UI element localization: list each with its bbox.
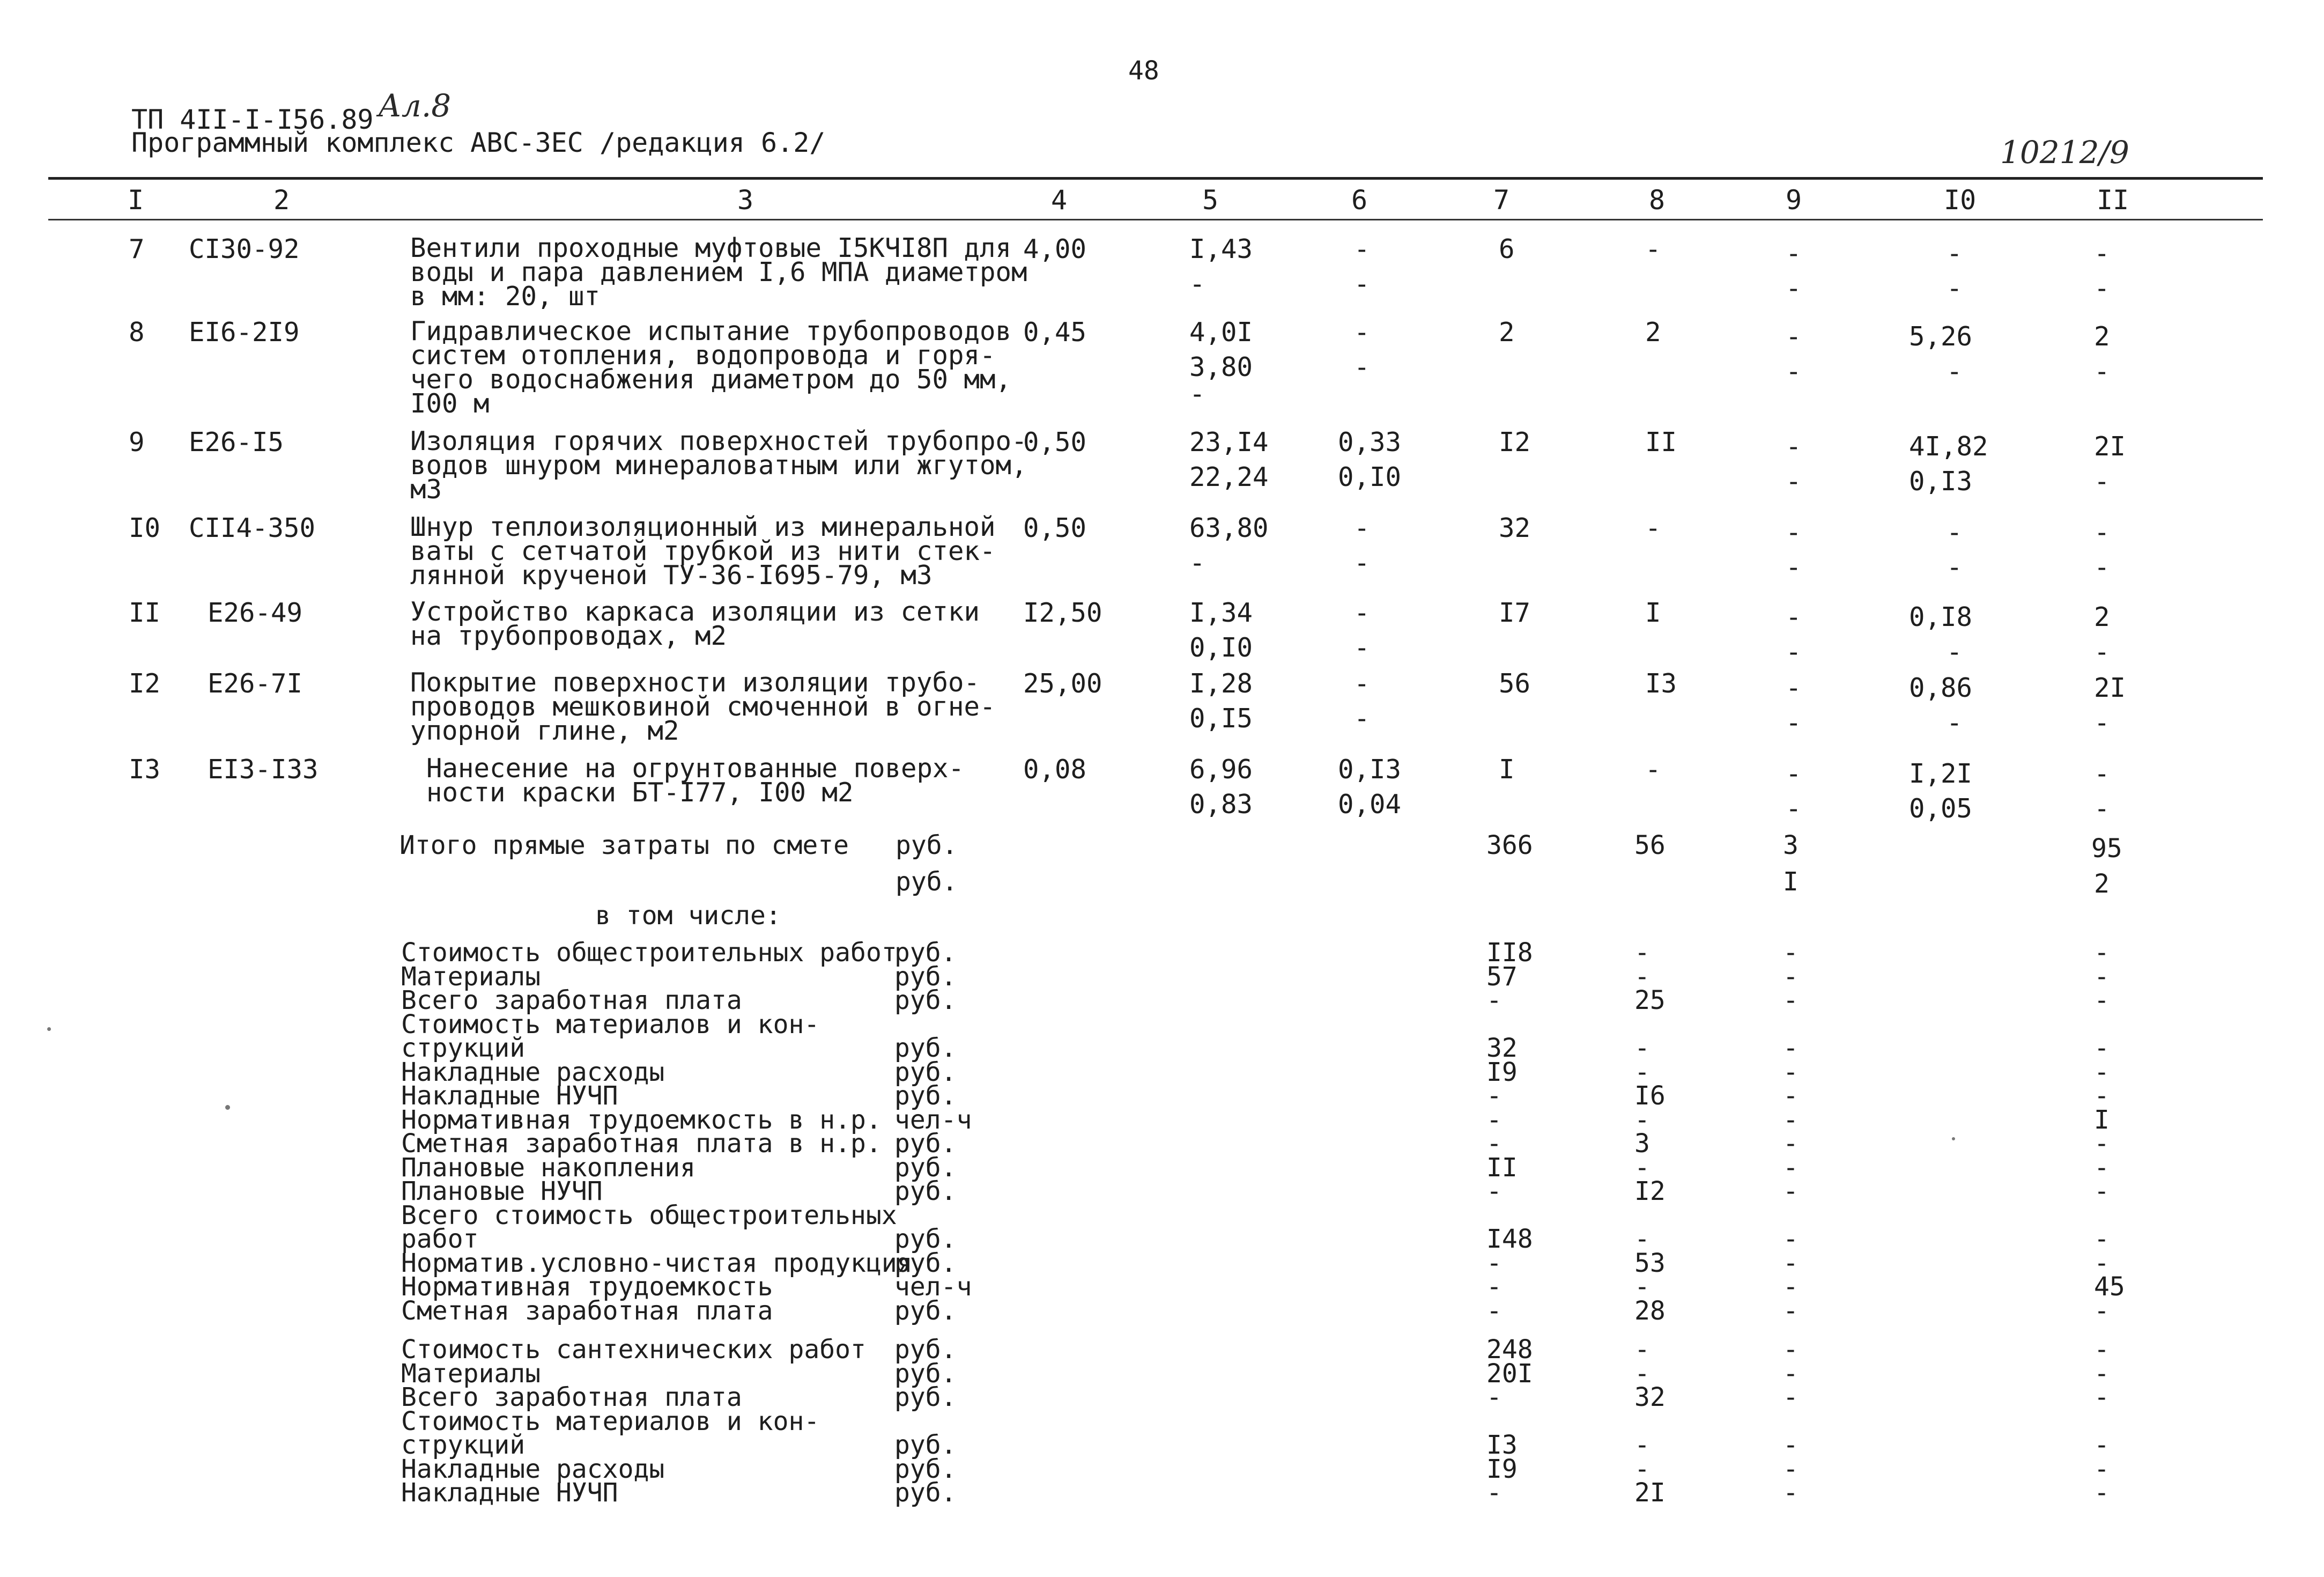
summary-col7: - (1486, 1272, 1502, 1302)
row-col7: I7 (1499, 598, 1531, 628)
summary-col8: - (1634, 1272, 1650, 1302)
row-col5-b: 22,24 (1189, 462, 1269, 492)
row-col11-b: - (2094, 793, 2110, 824)
row-col11-b: - (2094, 273, 2110, 304)
summary-label: Сметная заработная плата в н.р. (401, 1129, 882, 1159)
row-col7: 2 (1499, 317, 1515, 348)
summary-label: Плановые НУЧП (401, 1176, 603, 1206)
table-header-rule (48, 219, 2263, 220)
program-complex-line: Программный комплекс АВС-3ЕС /редакция 6.2/ (131, 127, 826, 158)
summary-unit: руб. (894, 985, 957, 1015)
row-col4: 0,45 (1023, 317, 1087, 348)
summary-col11: - (2094, 1248, 2110, 1278)
summary-unit: руб. (894, 1295, 957, 1326)
album-handwritten-note: Ал.8 (378, 87, 452, 124)
row-number: I3 (129, 754, 161, 785)
summary-unit: руб. (894, 1358, 957, 1389)
row-col5-b: 0,I5 (1189, 703, 1253, 734)
summary-col8: 28 (1634, 1295, 1666, 1326)
summary-label: Накладные расходы (401, 1454, 665, 1484)
column-header-11: II (2097, 185, 2129, 216)
row-description: Устройство каркаса изоляции из сетки на трубопроводах, м2 (410, 596, 980, 651)
row-col7: 56 (1499, 668, 1531, 699)
summary-col11: - (2094, 1295, 2110, 1326)
summary-col7: - (1486, 1248, 1502, 1278)
row-col4: I2,50 (1023, 598, 1102, 628)
row-col8: I3 (1645, 668, 1677, 699)
summary-col8: - (1634, 1454, 1650, 1484)
row-col9-a: - (1786, 431, 1802, 462)
summary-unit: руб. (894, 1224, 957, 1254)
totals-col9-b: I (1783, 867, 1798, 897)
summary-label: Стоимость материалов и кон- (401, 1406, 820, 1436)
summary-col11: - (2094, 1057, 2110, 1087)
summary-col7: - (1486, 1129, 1502, 1159)
row-col8: - (1645, 234, 1661, 264)
summary-col11: - (2094, 961, 2110, 992)
summary-unit: руб. (894, 1176, 957, 1206)
summary-col11: - (2094, 1430, 2110, 1460)
summary-col9: - (1783, 1033, 1798, 1063)
handwritten-reference: 10212/9 (2000, 134, 2129, 171)
column-header-8: 8 (1649, 185, 1666, 216)
summary-unit: руб. (894, 1335, 957, 1365)
summary-col11: - (2094, 1081, 2110, 1111)
summary-col9: - (1783, 1248, 1798, 1278)
summary-col11: - (2094, 985, 2110, 1015)
summary-col8: - (1634, 1430, 1650, 1460)
row-col10-b: 0,05 (1909, 793, 1973, 824)
summary-col9: - (1783, 1272, 1798, 1302)
row-col10-b: - (1946, 708, 1963, 738)
row-col11-b: - (2094, 708, 2110, 738)
summary-col8: - (1634, 1033, 1650, 1063)
row-col6-a: 0,I3 (1338, 754, 1402, 785)
summary-col11: I (2094, 1104, 2110, 1135)
summary-col8: - (1634, 1335, 1650, 1365)
row-col9-b: - (1786, 552, 1802, 583)
summary-label: Накладные НУЧП (401, 1478, 618, 1508)
row-col5-a: 6,96 (1189, 754, 1253, 785)
summary-col11: - (2094, 1224, 2110, 1254)
summary-unit: руб. (894, 1057, 957, 1087)
row-col6-a: 0,33 (1338, 427, 1402, 458)
summary-col9: - (1783, 1382, 1798, 1412)
summary-col9: - (1783, 1081, 1798, 1111)
totals-col11-a: 95 (2091, 834, 2122, 864)
row-code: CII4-350 (189, 513, 316, 543)
scan-speck (47, 1027, 51, 1031)
row-col6-b: - (1354, 548, 1370, 578)
summary-col7: - (1486, 1104, 1502, 1135)
summary-col8: - (1634, 1152, 1650, 1183)
summary-col11: - (2094, 1358, 2110, 1389)
row-col9-a: - (1786, 673, 1802, 703)
totals-unit-1: руб. (895, 830, 958, 860)
summary-label: Материалы (401, 1358, 541, 1389)
scan-speck (225, 1105, 230, 1110)
row-col11-b: - (2094, 466, 2110, 497)
row-col11-a: - (2094, 517, 2110, 548)
summary-label: Стоимость сантехнических работ (401, 1335, 866, 1365)
summary-col7: 20I (1486, 1358, 1533, 1389)
row-col9-a: - (1786, 238, 1802, 269)
row-col9-b: - (1786, 637, 1802, 667)
row-description: Шнур теплоизоляционный из минеральной ваты с сетчатой трубкой из нити стек- лянной крученой ТУ-36-I695-79, м3 (410, 512, 996, 591)
row-col10-b: 0,I3 (1909, 466, 1973, 497)
row-col11-a: 2 (2094, 602, 2110, 632)
summary-col7: 57 (1486, 961, 1518, 992)
totals-label: Итого прямые затраты по смете (399, 830, 849, 860)
summary-col9: - (1783, 985, 1798, 1015)
row-col4: 0,08 (1023, 754, 1087, 785)
row-col8: I (1645, 598, 1661, 628)
summary-unit: руб. (894, 1454, 957, 1484)
totals-col9-a: 3 (1783, 830, 1798, 860)
summary-col9: - (1783, 1454, 1798, 1484)
summary-col9: - (1783, 1430, 1798, 1460)
row-col9-b: - (1786, 273, 1802, 304)
row-col4: 0,50 (1023, 513, 1087, 543)
row-number: 8 (129, 317, 145, 348)
row-code: CI30-92 (189, 234, 300, 264)
row-col6-b: 0,04 (1338, 789, 1402, 820)
summary-col11: - (2094, 1129, 2110, 1159)
row-col5-a: 4,0I (1189, 317, 1253, 348)
summary-col7: I3 (1486, 1430, 1518, 1460)
row-col9-b: - (1786, 466, 1802, 497)
totals-col7: 366 (1486, 830, 1533, 860)
row-col11-a: - (2094, 238, 2110, 269)
summary-col8: - (1634, 1057, 1650, 1087)
summary-unit: руб. (894, 1430, 957, 1460)
totals-unit-2: руб. (895, 867, 958, 897)
summary-col9: - (1783, 1478, 1798, 1508)
row-col7: I (1499, 754, 1515, 785)
row-code: E26-49 (208, 598, 303, 628)
summary-col11: - (2094, 1454, 2110, 1484)
summary-col9: - (1783, 961, 1798, 992)
column-header-10: I0 (1944, 185, 1977, 216)
scan-speck (1952, 1137, 1955, 1140)
summary-col9: - (1783, 1358, 1798, 1389)
table-top-rule (48, 177, 2263, 180)
row-col5-b: - (1189, 548, 1205, 578)
row-col7: I2 (1499, 427, 1531, 458)
summary-col7: I9 (1486, 1454, 1518, 1484)
row-col9-a: - (1786, 602, 1802, 632)
summary-col9: - (1783, 1057, 1798, 1087)
summary-col11: 45 (2094, 1272, 2125, 1302)
summary-col7: 32 (1486, 1033, 1518, 1063)
summary-unit: руб. (894, 938, 957, 968)
row-col11-a: 2I (2094, 431, 2126, 462)
summary-col8: 2I (1634, 1478, 1666, 1508)
summary-col7: - (1486, 1382, 1502, 1412)
row-col11-b: - (2094, 356, 2110, 387)
summary-col8: 3 (1634, 1129, 1650, 1159)
summary-label: Стоимость материалов и кон- (401, 1009, 820, 1040)
summary-col11: - (2094, 1176, 2110, 1206)
column-header-6: 6 (1351, 185, 1368, 216)
summary-unit: руб. (894, 1152, 957, 1183)
row-col11-a: 2 (2094, 321, 2110, 352)
page-number: 48 (1128, 56, 1159, 86)
row-col6-a: - (1354, 598, 1370, 628)
totals-col11-b: 2 (2094, 869, 2110, 899)
summary-label: струкций (401, 1033, 526, 1063)
row-number: I2 (129, 668, 161, 699)
summary-unit: чел-ч (894, 1272, 972, 1302)
row-col5-a: 63,80 (1189, 513, 1269, 543)
row-col6-b: - (1354, 703, 1370, 734)
row-col6-a: - (1354, 513, 1370, 543)
row-col5-c: - (1189, 379, 1205, 409)
summary-label: Стоимость общестроительных работ (401, 938, 897, 968)
row-description: Вентили проходные муфтовые I5КЧI8П для воды и пара давлением I,6 МПА диаметром в мм: 20, шт (410, 233, 1027, 312)
row-code: EI6-2I9 (189, 317, 300, 348)
subheading-including: в том числе: (595, 901, 781, 931)
row-col8: 2 (1645, 317, 1661, 348)
summary-label: струкций (401, 1430, 526, 1460)
summary-unit: руб. (894, 1033, 957, 1063)
summary-col11: - (2094, 1478, 2110, 1508)
summary-col7: - (1486, 1176, 1502, 1206)
summary-label: Материалы (401, 961, 541, 992)
summary-label: Сметная заработная плата (401, 1295, 773, 1326)
summary-col8: 53 (1634, 1248, 1666, 1278)
row-code: E26-I5 (189, 427, 284, 458)
row-col7: 32 (1499, 513, 1531, 543)
summary-col7: 248 (1486, 1335, 1533, 1365)
summary-col11: - (2094, 938, 2110, 968)
summary-col8: - (1634, 938, 1650, 968)
summary-col11: - (2094, 1033, 2110, 1063)
row-col6-a: - (1354, 317, 1370, 348)
row-col9-a: - (1786, 758, 1802, 789)
row-col9-b: - (1786, 793, 1802, 824)
summary-label: Нормативная трудоемкость в н.р. (401, 1104, 882, 1135)
summary-col9: - (1783, 1176, 1798, 1206)
summary-label: Накладные расходы (401, 1057, 665, 1087)
summary-label: Накладные НУЧП (401, 1081, 618, 1111)
summary-label: Всего заработная плата (401, 1382, 742, 1412)
summary-col9: - (1783, 1129, 1798, 1159)
summary-col8: 25 (1634, 985, 1666, 1015)
row-col4: 0,50 (1023, 427, 1087, 458)
summary-col7: - (1486, 1081, 1502, 1111)
row-col9-b: - (1786, 356, 1802, 387)
row-col5-b: - (1189, 269, 1205, 299)
row-col10-b: - (1946, 552, 1963, 583)
summary-col7: - (1486, 985, 1502, 1015)
row-col8: II (1645, 427, 1677, 458)
row-col6-b: - (1354, 352, 1370, 382)
row-description: Гидравлическое испытание трубопроводов систем отопления, водопровода и горя- чего водоснабжения диаметром до 50 мм, I00 м (410, 316, 1012, 419)
row-number: II (129, 598, 161, 628)
row-number: 9 (129, 427, 145, 458)
row-code: E26-7I (208, 668, 303, 699)
summary-label: работ (401, 1224, 479, 1254)
summary-col9: - (1783, 1295, 1798, 1326)
summary-label: Всего заработная плата (401, 985, 742, 1015)
row-col10-b: - (1946, 273, 1963, 304)
totals-col8: 56 (1634, 830, 1666, 860)
summary-col8: I6 (1634, 1081, 1666, 1111)
column-header-3: 3 (737, 185, 754, 216)
row-col6-b: 0,I0 (1338, 462, 1402, 492)
summary-col7: I48 (1486, 1224, 1533, 1254)
summary-unit: руб. (894, 1382, 957, 1412)
row-description: Нанесение на огрунтованные поверх- ности краски БТ-I77, I00 м2 (426, 753, 965, 808)
summary-unit: руб. (894, 1081, 957, 1111)
summary-col7: - (1486, 1478, 1502, 1508)
row-col10-b: - (1946, 637, 1963, 667)
row-col10-a: 5,26 (1909, 321, 1973, 352)
summary-unit: чел-ч (894, 1104, 972, 1135)
column-header-4: 4 (1051, 185, 1068, 216)
row-col4: 25,00 (1023, 668, 1102, 699)
summary-col7: II (1486, 1152, 1518, 1183)
column-header-1: I (128, 185, 144, 216)
summary-unit: руб. (894, 961, 957, 992)
column-header-9: 9 (1786, 185, 1802, 216)
summary-label: Норматив.условно-чистая продукция (401, 1248, 913, 1278)
row-number: 7 (129, 234, 145, 264)
row-col6-b: - (1354, 632, 1370, 663)
column-header-7: 7 (1493, 185, 1510, 216)
row-col5-b: 0,I0 (1189, 632, 1253, 663)
summary-col11: - (2094, 1152, 2110, 1183)
row-col6-a: - (1354, 668, 1370, 699)
row-col10-a: I,2I (1909, 758, 1973, 789)
summary-col8: 32 (1634, 1382, 1666, 1412)
row-col7: 6 (1499, 234, 1515, 264)
row-col10-a: 4I,82 (1909, 431, 1988, 462)
summary-col9: - (1783, 1335, 1798, 1365)
row-col5-b: 3,80 (1189, 352, 1253, 382)
row-col9-a: - (1786, 321, 1802, 352)
column-header-2: 2 (273, 185, 290, 216)
row-col5-b: 0,83 (1189, 789, 1253, 820)
summary-label: Нормативная трудоемкость (401, 1272, 773, 1302)
row-code: EI3-I33 (208, 754, 319, 785)
document-code: ТП 4II-I-I56.89 (131, 104, 374, 135)
row-number: I0 (129, 513, 161, 543)
row-col11-a: - (2094, 758, 2110, 789)
row-col9-a: - (1786, 517, 1802, 548)
summary-col9: - (1783, 1224, 1798, 1254)
row-col10-b: - (1946, 356, 1963, 387)
row-description: Покрытие поверхности изоляции трубо- проводов мешковиной смоченной в огне- упорной глине, м2 (410, 667, 996, 746)
row-col9-b: - (1786, 708, 1802, 738)
row-col6-a: - (1354, 234, 1370, 264)
summary-label: Плановые накопления (401, 1152, 696, 1183)
row-col11-b: - (2094, 637, 2110, 667)
summary-col8: - (1634, 1224, 1650, 1254)
summary-unit: руб. (894, 1478, 957, 1508)
summary-col8: - (1634, 961, 1650, 992)
summary-col9: - (1783, 938, 1798, 968)
summary-label: Всего стоимость общестроительных (401, 1200, 897, 1230)
row-col4: 4,00 (1023, 234, 1087, 264)
summary-unit: руб. (894, 1248, 957, 1278)
row-col5-a: I,28 (1189, 668, 1253, 699)
row-col10-a: 0,86 (1909, 673, 1973, 703)
row-col5-a: I,43 (1189, 234, 1253, 264)
summary-unit: руб. (894, 1129, 957, 1159)
row-col8: - (1645, 754, 1661, 785)
summary-col8: - (1634, 1358, 1650, 1389)
summary-col9: - (1783, 1152, 1798, 1183)
summary-col7: - (1486, 1295, 1502, 1326)
summary-col11: - (2094, 1382, 2110, 1412)
row-description: Изоляция горячих поверхностей трубопро- водов шнуром минераловатным или жгутом, м3 (410, 426, 1027, 505)
row-col10-a: - (1946, 238, 1963, 269)
row-col10-a: - (1946, 517, 1963, 548)
row-col5-a: 23,I4 (1189, 427, 1269, 458)
summary-col11: - (2094, 1335, 2110, 1365)
row-col6-b: - (1354, 269, 1370, 299)
summary-col7: II8 (1486, 938, 1533, 968)
row-col8: - (1645, 513, 1661, 543)
summary-col7: I9 (1486, 1057, 1518, 1087)
column-header-5: 5 (1202, 185, 1219, 216)
summary-col8: - (1634, 1104, 1650, 1135)
row-col5-a: I,34 (1189, 598, 1253, 628)
row-col11-a: 2I (2094, 673, 2126, 703)
summary-col9: - (1783, 1104, 1798, 1135)
row-col11-b: - (2094, 552, 2110, 583)
row-col10-a: 0,I8 (1909, 602, 1973, 632)
summary-col8: I2 (1634, 1176, 1666, 1206)
